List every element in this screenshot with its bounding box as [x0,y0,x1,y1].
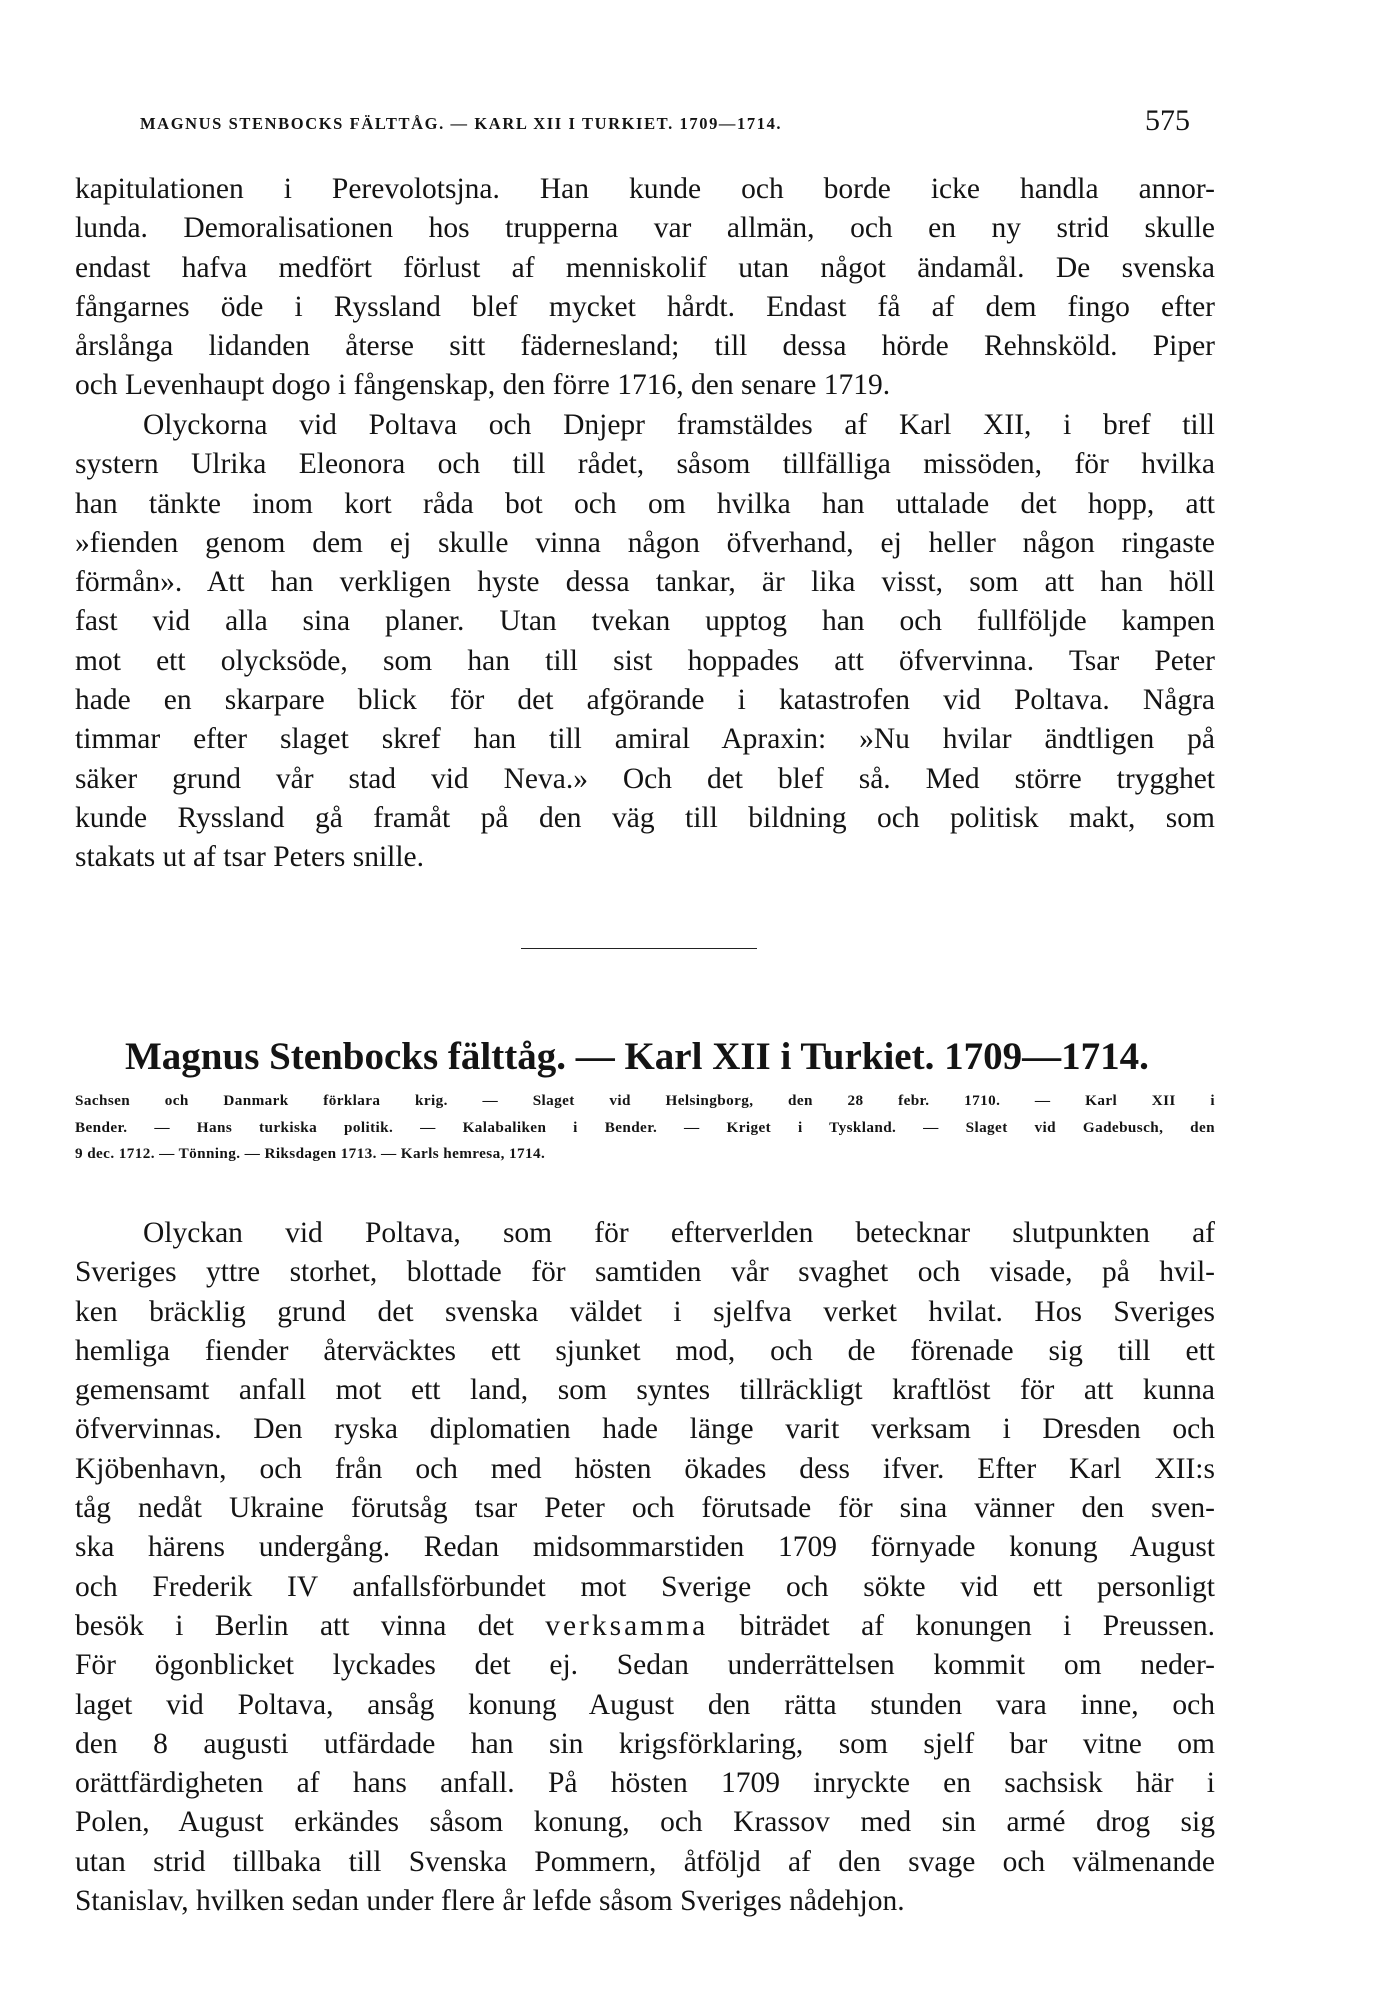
text-line: orättfärdigheten af hans anfall. På hösten 1709 inryckte en sachsisk här i [75,1767,1215,1800]
paragraph-2 [75,406,1215,878]
text-line: och Frederik IV anfallsförbundet mot Sverige och sökte vid ett personligt [75,1570,1215,1603]
summary-line: 9 dec. 1712. — Tönning. — Riksdagen 1713. — Karls hemresa, 1714. [75,1145,546,1163]
text-line: och Levenhaupt dogo i fångenskap, den förre 1716, den senare 1719. [75,369,891,402]
text-line: Olyckan vid Poltava, som för efterverlden betecknar slutpunkten af [143,1217,1215,1249]
text-line: Kjöbenhavn, och från och med hösten ökades dess ifver. Efter Karl XII:s [75,1452,1215,1485]
chapter-title: Magnus Stenbocks fälttåg. — Karl XII i Turkiet. 1709—1714. [125,1035,1149,1078]
text-line: årslånga lidanden återse sitt fädernesland; till dessa hörde Rehnsköld. Piper [75,330,1215,363]
text-line: kapitulationen i Perevolotsjna. Han kunde och borde icke handla annor- [75,173,1215,205]
text-line: lunda. Demoralisationen hos trupperna var allmän, och en ny strid skulle [75,212,1215,245]
page-number: 575 [1145,104,1190,137]
text-line: fast vid alla sina planer. Utan tvekan upptog han och fullföljde kampen [75,605,1215,638]
running-header [75,104,1215,144]
summary-line: Sachsen och Danmark förklara krig. — Slaget vid Helsingborg, den 28 febr. 1710. — Karl XII i [75,1092,1215,1109]
text-line: mot ett olycksöde, som han till sist hoppades att öfvervinna. Tsar Peter [75,644,1215,677]
text-line: Sveriges yttre storhet, blottade för samtiden vår svaghet och visade, på hvil- [75,1256,1215,1289]
text-line: öfvervinnas. Den ryska diplomatien hade länge varit verksam i Dresden och [75,1413,1215,1446]
text-line: Olyckorna vid Poltava och Dnjepr framstäldes af Karl XII, i bref till [143,409,1215,441]
text-line: den 8 augusti utfärdade han sin krigsförklaring, som sjelf bar vitne om [75,1727,1215,1760]
text-line: »fienden genom dem ej skulle vinna någon öfverhand, ej heller någon ringaste [75,526,1215,559]
text-line: timmar efter slaget skref han till amiral Apraxin: »Nu hvilar ändtligen på [75,723,1215,756]
text-line: För ögonblicket lyckades det ej. Sedan underrättelsen kommit om neder- [75,1649,1215,1682]
text-line: laget vid Poltava, ansåg konung August den rätta stunden vara inne, och [75,1688,1215,1721]
summary-line: Bender. — Hans turkiska politik. — Kalabaliken i Bender. — Kriget i Tyskland. — Slaget vid Gadebusch, den [75,1118,1215,1136]
text-line: ska härens undergång. Redan midsommarstiden 1709 förnyade konung August [75,1531,1215,1564]
text-line: kunde Ryssland gå framåt på den väg till bildning och politisk makt, som [75,801,1215,834]
text-line: han tänkte inom kort råda bot och om hvilka han uttalade det hopp, att [75,487,1215,520]
text-line: gemensamt anfall mot ett land, som syntes tillräckligt kraftlöst för att kunna [75,1374,1215,1407]
text-line: stakats ut af tsar Peters snille. [75,841,425,874]
text-line: endast hafva medfört förlust af menniskolif utan något ändamål. De svenska [75,251,1215,284]
running-title: MAGNUS STENBOCKS FÄLTTÅG. — KARL XII I TURKIET. 1709—1714. [140,114,783,133]
text-line: Stanislav, hvilken sedan under flere år lefde såsom Sveriges nådehjon. [75,1885,905,1918]
text-line: fångarnes öde i Ryssland blef mycket hårdt. Endast få af dem fingo efter [75,290,1215,323]
line-end: biträdet af konungen i Preussen. [739,1609,1216,1642]
paragraph-1 [75,170,1215,406]
section-separator-rule [521,948,757,949]
text-line: utan strid tillbaka till Svenska Pommern, åtföljd af den svage och välmenande [75,1845,1215,1878]
text-line: säker grund vår stad vid Neva.» Och det blef så. Med större trygghet [75,762,1215,795]
text-line: Polen, August erkändes såsom konung, och Krassov med sin armé drog sig [75,1806,1215,1839]
text-line: hade en skarpare blick för det afgörande i katastrofen vid Poltava. Några [75,684,1215,717]
text-line: hemliga fiender återväcktes ett sjunket mod, och de förenade sig till ett [75,1334,1215,1367]
chapter-summary [75,1088,1215,1168]
line-start: besök i Berlin att vinna det [75,1609,514,1642]
text-line: tåg nedåt Ukraine förutsåg tsar Peter och förutsade för sina vänner den sven- [75,1492,1215,1525]
paragraph-3 [75,1214,1215,1921]
text-line: ken bräcklig grund det svenska väldet i sjelfva verket hvilat. Hos Sveriges [75,1295,1215,1328]
text-line: förmån». Att han verkligen hyste dessa tankar, är lika visst, som att han höll [75,566,1215,599]
text-line: systern Ulrika Eleonora och till rådet, såsom tillfälliga missöden, för hvilka [75,448,1215,481]
text-line [75,1607,1215,1646]
spaced-word: verksamma [545,1609,709,1642]
